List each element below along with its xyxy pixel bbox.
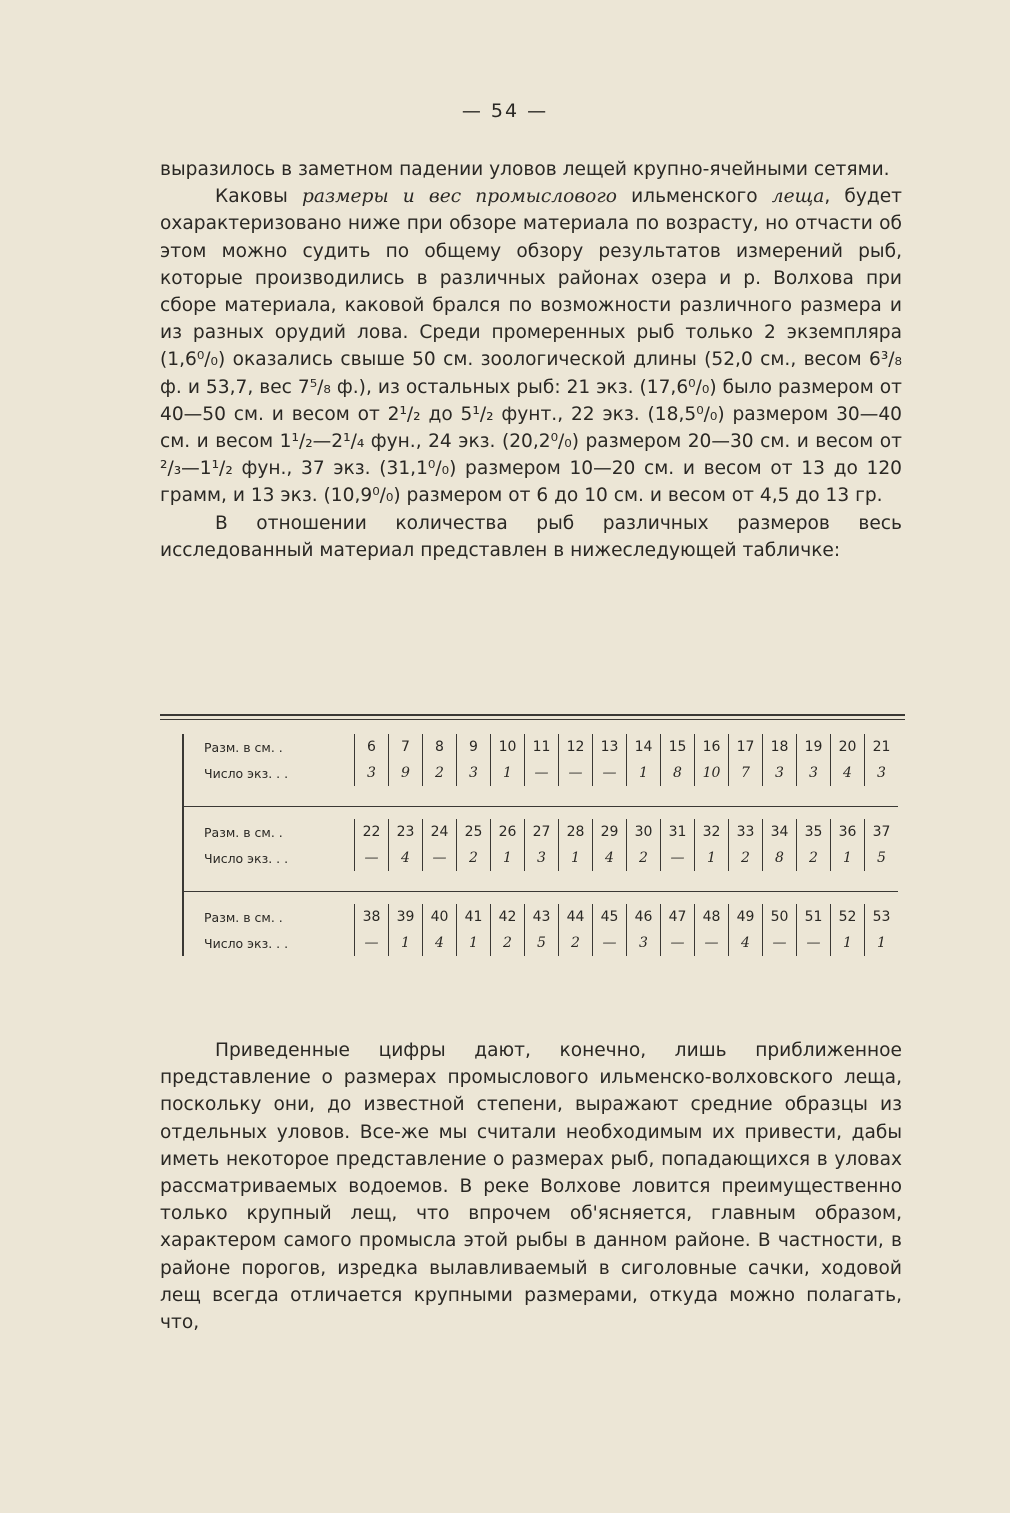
- count-cell: 5: [865, 845, 899, 871]
- count-cell: 4: [389, 845, 423, 871]
- size-cell: 29: [593, 819, 627, 845]
- size-cell: 20: [831, 734, 865, 760]
- size-cell: 12: [559, 734, 593, 760]
- size-cell: 30: [627, 819, 661, 845]
- count-cell: —: [763, 930, 797, 956]
- count-cell: 1: [695, 845, 729, 871]
- paragraph: выразилось в заметном падении уловов лещей крупно-ячейными сетями.: [160, 159, 890, 180]
- count-cell: 2: [559, 930, 593, 956]
- count-cell: 1: [831, 930, 865, 956]
- size-cell: 14: [627, 734, 661, 760]
- text-block-top: [160, 156, 902, 564]
- count-cell: 1: [559, 845, 593, 871]
- count-row-label: Число экз. . .: [204, 850, 289, 866]
- text-span: , будет охарактеризовано ниже при обзоре материала по возрасту, но отчасти об этом можно судить по общему обзору результатов измерений рыб, которые производились в различных районах озера и р. Волхова при сборе материала, каковой брался по возможности различного размера и из разных орудий лова. Среди промеренных рыб только 2 экземпляра (1,6⁰/₀) оказались свыше 50 см. зоологической длины (52,0 см., весом 6³/₈ ф. и 53,7, вес 7⁵/₈ ф.), из остальных рыб: 21 экз. (17,6⁰/₀) было размером от 40—50 см. и весом от 2¹/₂ до 5¹/₂ фунт., 22 экз. (18,5⁰/₀) размером 30—40 см. и весом 1¹/₂—2¹/₄ фун., 24 экз. (20,2⁰/₀) размером 20—30 см. и весом от ²/₃—1¹/₂ фун., 37 экз. (31,1⁰/₀) размером 10—20 см. и весом от 13 до 120 грамм, и 13 экз. (10,9⁰/₀) размером от 6 до 10 см. и весом от 4,5 до 13 гр.: [160, 186, 902, 507]
- size-row-label: Разм. в см. .: [204, 909, 283, 925]
- count-cell: 3: [457, 760, 491, 786]
- count-cell: 2: [491, 930, 525, 956]
- count-cell: —: [797, 930, 831, 956]
- size-table-section: [160, 714, 905, 956]
- table-row-sizes: [183, 734, 898, 760]
- table-group-gap: [183, 892, 898, 905]
- size-cell: 43: [525, 904, 559, 930]
- size-row-label: Разм. в см. .: [204, 824, 283, 840]
- size-cell: 39: [389, 904, 423, 930]
- count-cell: 3: [797, 760, 831, 786]
- table-group-separator: [183, 786, 898, 807]
- count-cell: 8: [661, 760, 695, 786]
- count-cell: 1: [389, 930, 423, 956]
- count-row-label: Число экз. . .: [204, 935, 289, 951]
- size-row-label: Разм. в см. .: [204, 739, 283, 755]
- table-row-sizes: [183, 819, 898, 845]
- count-cell: 10: [695, 760, 729, 786]
- count-cell: 2: [627, 845, 661, 871]
- table-row-sizes: [183, 904, 898, 930]
- count-cell: 1: [457, 930, 491, 956]
- paragraph: [160, 183, 902, 509]
- size-cell: 33: [729, 819, 763, 845]
- table-row-counts: [183, 845, 898, 871]
- size-cell: 45: [593, 904, 627, 930]
- count-cell: 2: [457, 845, 491, 871]
- count-cell: —: [593, 930, 627, 956]
- count-cell: 1: [491, 845, 525, 871]
- size-cell: 25: [457, 819, 491, 845]
- size-cell: 18: [763, 734, 797, 760]
- count-cell: 2: [423, 760, 457, 786]
- count-cell: 2: [797, 845, 831, 871]
- count-cell: 9: [389, 760, 423, 786]
- size-cell: 16: [695, 734, 729, 760]
- count-cell: —: [661, 845, 695, 871]
- size-cell: 41: [457, 904, 491, 930]
- size-cell: 15: [661, 734, 695, 760]
- table-top-rule-thin: [160, 719, 905, 720]
- count-cell: 3: [355, 760, 389, 786]
- count-cell: —: [355, 930, 389, 956]
- size-cell: 23: [389, 819, 423, 845]
- count-cell: —: [695, 930, 729, 956]
- count-cell: 4: [729, 930, 763, 956]
- size-cell: 26: [491, 819, 525, 845]
- count-cell: 3: [627, 930, 661, 956]
- count-cell: 3: [525, 845, 559, 871]
- count-cell: —: [525, 760, 559, 786]
- size-cell: 6: [355, 734, 389, 760]
- italic-span: леща: [771, 186, 825, 208]
- size-cell: 34: [763, 819, 797, 845]
- size-cell: 13: [593, 734, 627, 760]
- size-cell: 38: [355, 904, 389, 930]
- size-cell: 53: [865, 904, 899, 930]
- count-cell: 1: [627, 760, 661, 786]
- table-top-rule: [160, 714, 905, 716]
- count-cell: 4: [423, 930, 457, 956]
- size-cell: 31: [661, 819, 695, 845]
- size-cell: 44: [559, 904, 593, 930]
- size-cell: 37: [865, 819, 899, 845]
- text-span: ильменского: [616, 186, 772, 208]
- size-count-table: [182, 734, 898, 956]
- count-cell: —: [559, 760, 593, 786]
- paragraph: Приведенные цифры дают, конечно, лишь приближенное представление о размерах промыслового ильменско-волховского леща, поскольку они, до известной степени, выражают средние образцы из отдельных уловов. Все-же мы считали необходимым их привести, дабы иметь некоторое представление о размерах рыб, попадающихся в уловах рассматриваемых водоемов. В реке Волхове ловится преимущественно только крупный лещ, что впрочем об'ясняется, главным образом, характером самого промысла этой рыбы в данном районе. В частности, в районе порогов, изредка вылавливаемый в сиголовные сачки, ходовой лещ всегда отличается крупными размерами, откуда можно полагать, что,: [160, 1040, 902, 1334]
- count-row-label: Число экз. . .: [204, 765, 289, 781]
- table-row-counts: [183, 930, 898, 956]
- text-span: Каковы: [215, 186, 302, 208]
- size-cell: 7: [389, 734, 423, 760]
- size-cell: 8: [423, 734, 457, 760]
- count-cell: 1: [831, 845, 865, 871]
- page-number: — 54 —: [461, 100, 549, 122]
- size-cell: 10: [491, 734, 525, 760]
- text-block-bottom: [160, 1037, 902, 1336]
- count-cell: 2: [729, 845, 763, 871]
- table-group-gap: [183, 807, 898, 820]
- size-cell: 36: [831, 819, 865, 845]
- count-cell: 4: [593, 845, 627, 871]
- count-cell: —: [661, 930, 695, 956]
- size-cell: 47: [661, 904, 695, 930]
- size-cell: 9: [457, 734, 491, 760]
- italic-span: размеры и вес промыслового: [302, 186, 617, 208]
- size-cell: 32: [695, 819, 729, 845]
- paragraph: В отношении количества рыб различных размеров весь исследованный материал представлен в нижеследующей табличке:: [160, 512, 902, 561]
- size-cell: 19: [797, 734, 831, 760]
- size-cell: 48: [695, 904, 729, 930]
- count-cell: 7: [729, 760, 763, 786]
- count-cell: 3: [763, 760, 797, 786]
- count-cell: 5: [525, 930, 559, 956]
- count-cell: —: [423, 845, 457, 871]
- size-cell: 22: [355, 819, 389, 845]
- size-cell: 11: [525, 734, 559, 760]
- size-cell: 51: [797, 904, 831, 930]
- size-cell: 52: [831, 904, 865, 930]
- table-row-counts: [183, 760, 898, 786]
- count-cell: 8: [763, 845, 797, 871]
- size-cell: 24: [423, 819, 457, 845]
- size-cell: 42: [491, 904, 525, 930]
- count-cell: 1: [865, 930, 899, 956]
- size-cell: 40: [423, 904, 457, 930]
- count-cell: —: [355, 845, 389, 871]
- size-cell: 17: [729, 734, 763, 760]
- table-group-separator: [183, 871, 898, 892]
- size-cell: 50: [763, 904, 797, 930]
- size-cell: 49: [729, 904, 763, 930]
- count-cell: 1: [491, 760, 525, 786]
- size-cell: 35: [797, 819, 831, 845]
- size-cell: 27: [525, 819, 559, 845]
- size-cell: 46: [627, 904, 661, 930]
- count-cell: —: [593, 760, 627, 786]
- count-cell: 3: [865, 760, 899, 786]
- size-cell: 28: [559, 819, 593, 845]
- count-cell: 4: [831, 760, 865, 786]
- size-cell: 21: [865, 734, 899, 760]
